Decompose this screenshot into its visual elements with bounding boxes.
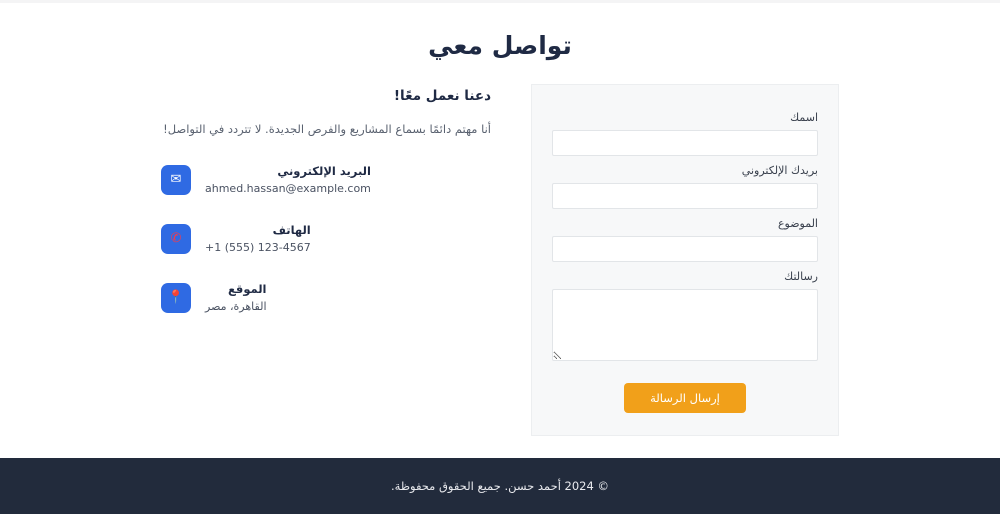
location-value: القاهرة، مصر (205, 300, 267, 314)
email-field-label: بريدك الإلكتروني (741, 164, 818, 177)
email-text-block (205, 164, 371, 195)
message-textarea[interactable] (552, 289, 818, 361)
location-label: الموقع (227, 282, 267, 297)
contact-form (531, 84, 839, 436)
page-footer (0, 458, 1000, 514)
subject-label: الموضوع (777, 217, 818, 230)
field-email (552, 164, 818, 209)
location-pin-icon: 📍 (161, 283, 191, 313)
contact-info-item-location (161, 282, 491, 313)
contact-info-column (161, 84, 491, 436)
info-heading: دعنا نعمل معًا! (393, 88, 491, 104)
contact-info-item-email (161, 164, 491, 195)
phone-value[interactable]: +1 (555) 123-4567 (205, 241, 311, 255)
message-label: رسالتك (784, 270, 818, 283)
phone-text-block (205, 223, 311, 254)
subject-input[interactable] (552, 236, 818, 262)
email-label: البريد الإلكتروني (277, 164, 371, 179)
page-title: تواصل معي (428, 31, 572, 60)
send-message-button[interactable]: إرسال الرسالة (624, 383, 746, 413)
phone-label: الهاتف (272, 223, 311, 238)
contact-info-item-phone (161, 223, 491, 254)
field-message (552, 270, 818, 365)
name-input[interactable] (552, 130, 818, 156)
email-input[interactable] (552, 183, 818, 209)
email-value[interactable]: ahmed.hassan@example.com (205, 182, 371, 196)
field-subject (552, 217, 818, 262)
name-label: اسمك (790, 111, 818, 124)
phone-icon: ✆ (161, 224, 191, 254)
content-columns (0, 84, 1000, 436)
location-text-block (205, 282, 267, 313)
footer-copyright: © 2024 أحمد حسن. جميع الحقوق محفوظة. (391, 479, 609, 493)
info-subtext: أنا مهتم دائمًا بسماع المشاريع والفرص الجديدة. لا تتردد في التواصل! (163, 122, 491, 136)
submit-row (552, 383, 818, 413)
email-icon: ✉ (161, 165, 191, 195)
page-content (0, 3, 1000, 514)
field-name (552, 111, 818, 156)
